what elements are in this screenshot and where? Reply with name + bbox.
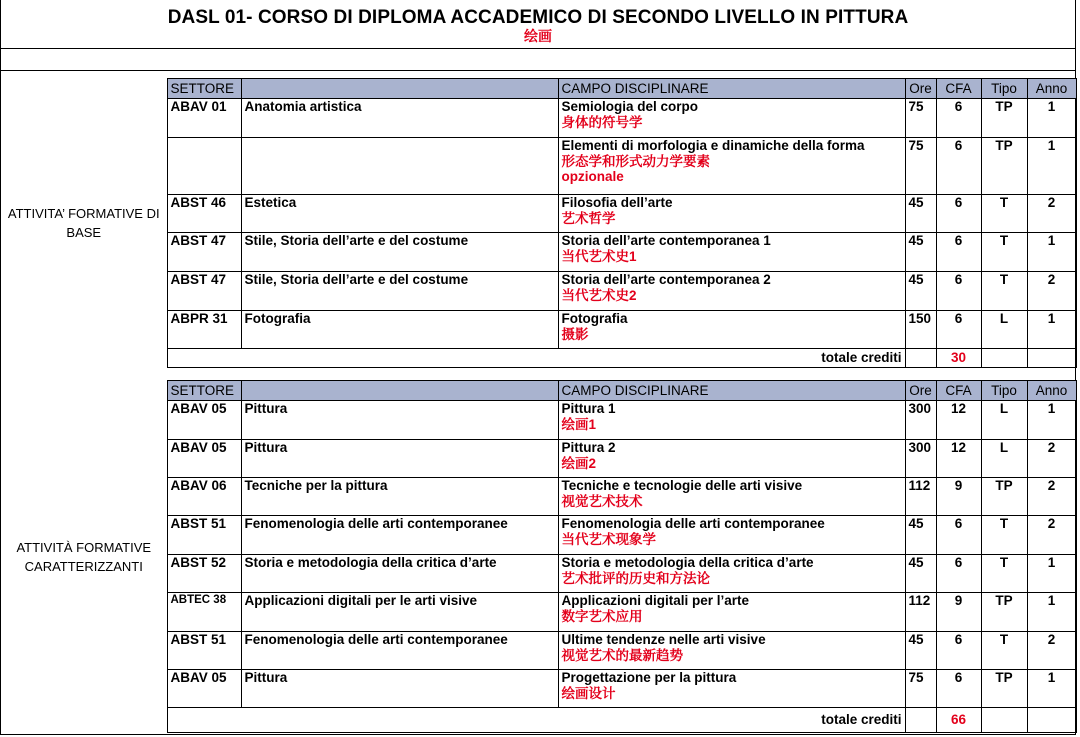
page-title: DASL 01- CORSO DI DIPLOMA ACCADEMICO DI SECONDO LIVELLO IN PITTURA: [167, 7, 909, 28]
tipo-value: TP: [981, 478, 1027, 516]
header-campo: CAMPO DISCIPLINARE: [558, 381, 905, 401]
title-box: [1, 0, 1075, 49]
header-blank: [241, 79, 558, 99]
sector-code: ABST 47: [167, 233, 241, 272]
hours-value: 75: [905, 670, 936, 708]
hours-value: 45: [905, 555, 936, 593]
hours-value: 75: [905, 99, 936, 138]
anno-value: 1: [1027, 138, 1076, 195]
course-name-cn: 身体的符号学: [561, 114, 643, 130]
course-name-cn: 视觉艺术技术: [561, 493, 643, 509]
course-name: Semiologia del corpo: [561, 99, 699, 114]
total-label: totale crediti: [167, 349, 905, 368]
course-cell: [558, 99, 905, 138]
sector-name: [241, 138, 558, 195]
sector-name: Storia e metodologia della critica d’arte: [241, 555, 558, 593]
header-settore: SETTORE: [167, 381, 241, 401]
anno-value: 1: [1027, 233, 1076, 272]
hours-value: 45: [905, 632, 936, 670]
sector-code: ABAV 06: [167, 478, 241, 516]
course-name: Storia dell’arte contemporanea 1: [561, 233, 771, 248]
total-value: 30: [936, 349, 981, 368]
course-cell: [558, 555, 905, 593]
header-anno: Anno: [1027, 381, 1076, 401]
total-blank: [905, 349, 936, 368]
sector-code: ABTEC 38: [167, 593, 241, 632]
cfa-value: 12: [936, 440, 981, 478]
anno-value: 2: [1027, 195, 1076, 233]
total-blank: [981, 708, 1027, 733]
course-cell: [558, 195, 905, 233]
header-campo: CAMPO DISCIPLINARE: [558, 79, 905, 99]
header-ore: Ore: [905, 381, 936, 401]
course-name: Filosofia dell’arte: [561, 195, 673, 210]
sector-name: Applicazioni digitali per le arti visive: [241, 593, 558, 632]
section-caratterizzanti-table: [1, 380, 1077, 733]
sector-name: Stile, Storia dell’arte e del costume: [241, 272, 558, 311]
course-name-cn: 艺术哲学: [561, 210, 616, 226]
course-name-cn: 绘画1: [561, 416, 597, 432]
sector-code: ABPR 31: [167, 311, 241, 349]
cfa-value: 6: [936, 272, 981, 311]
sector-name: Fotografia: [241, 311, 558, 349]
hours-value: 45: [905, 195, 936, 233]
sector-code: ABST 51: [167, 516, 241, 555]
sector-name: Fenomenologia delle arti contemporanee: [241, 516, 558, 555]
sector-code: ABAV 05: [167, 401, 241, 440]
header-tipo: Tipo: [981, 79, 1027, 99]
hours-value: 45: [905, 272, 936, 311]
course-name: Progettazione per la pittura: [561, 670, 737, 685]
course-name-cn: 当代艺术现象学: [561, 531, 656, 547]
anno-value: 1: [1027, 99, 1076, 138]
header-anno: Anno: [1027, 79, 1076, 99]
tipo-value: L: [981, 440, 1027, 478]
course-cell: [558, 138, 905, 195]
header-settore: SETTORE: [167, 79, 241, 99]
course-cell: [558, 440, 905, 478]
tipo-value: TP: [981, 138, 1027, 195]
hours-value: 112: [905, 593, 936, 632]
sector-code: ABST 51: [167, 632, 241, 670]
course-cell: [558, 516, 905, 555]
cfa-value: 6: [936, 138, 981, 195]
hours-value: 45: [905, 516, 936, 555]
total-blank: [905, 708, 936, 733]
course-cell: [558, 478, 905, 516]
course-name: Storia dell’arte contemporanea 2: [561, 272, 771, 287]
course-name: Storia e metodologia della critica d’arte: [561, 555, 814, 570]
course-name: Fotografia: [561, 311, 628, 326]
header-cfa: CFA: [936, 79, 981, 99]
hours-value: 150: [905, 311, 936, 349]
sector-name: Tecniche per la pittura: [241, 478, 558, 516]
course-name: Tecniche e tecnologie delle arti visive: [561, 478, 803, 493]
course-name-cn: 艺术批评的历史和方法论: [561, 570, 710, 586]
tipo-value: T: [981, 195, 1027, 233]
tipo-value: T: [981, 233, 1027, 272]
anno-value: 2: [1027, 440, 1076, 478]
course-name-cn: 数字艺术应用: [561, 608, 643, 624]
course-cell: [558, 632, 905, 670]
tipo-value: T: [981, 516, 1027, 555]
area-label: ATTIVITÀ FORMATIVE CARATTERIZZANTI: [1, 381, 167, 733]
area-label: ATTIVITA’ FORMATIVE DI BASE: [1, 79, 167, 368]
anno-value: 1: [1027, 593, 1076, 632]
sector-code: ABAV 05: [167, 440, 241, 478]
total-blank: [1027, 349, 1076, 368]
total-blank: [981, 349, 1027, 368]
course-cell: [558, 233, 905, 272]
course-name-cn: 形态学和形式动力学要素: [561, 153, 710, 169]
course-name: Ultime tendenze nelle arti visive: [561, 632, 766, 647]
anno-value: 1: [1027, 555, 1076, 593]
hours-value: 300: [905, 440, 936, 478]
sector-name: Pittura: [241, 670, 558, 708]
tipo-value: T: [981, 555, 1027, 593]
anno-value: 1: [1027, 311, 1076, 349]
page-subtitle-cn: 绘画: [524, 28, 552, 44]
total-value: 66: [936, 708, 981, 733]
header-cfa: CFA: [936, 381, 981, 401]
tipo-value: T: [981, 272, 1027, 311]
course-cell: [558, 593, 905, 632]
course-name-cn: 绘画设计: [561, 685, 616, 701]
cfa-value: 6: [936, 555, 981, 593]
sector-code: [167, 138, 241, 195]
hours-value: 112: [905, 478, 936, 516]
total-label: totale crediti: [167, 708, 905, 733]
anno-value: 2: [1027, 632, 1076, 670]
spacer-row: [1, 49, 1075, 71]
course-name-cn: 摄影: [561, 326, 589, 342]
cfa-value: 6: [936, 632, 981, 670]
course-name: Fenomenologia delle arti contemporanee: [561, 516, 825, 531]
anno-value: 2: [1027, 478, 1076, 516]
cfa-value: 6: [936, 311, 981, 349]
cfa-value: 9: [936, 478, 981, 516]
cfa-value: 6: [936, 516, 981, 555]
sector-name: Anatomia artistica: [241, 99, 558, 138]
course-cell: [558, 670, 905, 708]
course-name-cn: 视觉艺术的最新趋势: [561, 647, 683, 663]
cfa-value: 9: [936, 593, 981, 632]
sector-name: Pittura: [241, 440, 558, 478]
sector-code: ABAV 01: [167, 99, 241, 138]
course-name: Pittura 1: [561, 401, 616, 416]
sector-name: Estetica: [241, 195, 558, 233]
cfa-value: 6: [936, 99, 981, 138]
course-name: Pittura 2: [561, 440, 616, 455]
sector-name: Stile, Storia dell’arte e del costume: [241, 233, 558, 272]
course-name-cn: 当代艺术史1: [561, 248, 637, 264]
hours-value: 45: [905, 233, 936, 272]
tipo-value: L: [981, 311, 1027, 349]
tipo-value: TP: [981, 670, 1027, 708]
header-tipo: Tipo: [981, 381, 1027, 401]
hours-value: 75: [905, 138, 936, 195]
table-header: [1, 79, 1076, 99]
anno-value: 2: [1027, 516, 1076, 555]
sector-code: ABST 46: [167, 195, 241, 233]
tipo-value: TP: [981, 99, 1027, 138]
cfa-value: 12: [936, 401, 981, 440]
sector-code: ABAV 05: [167, 670, 241, 708]
course-name-cn: 绘画2: [561, 455, 597, 471]
tipo-value: TP: [981, 593, 1027, 632]
course-name-cn: 当代艺术史2: [561, 287, 637, 303]
sector-code: ABST 47: [167, 272, 241, 311]
cfa-value: 6: [936, 195, 981, 233]
course-cell: [558, 272, 905, 311]
section-base-table: [1, 78, 1077, 368]
table-header: [1, 381, 1076, 401]
header-ore: Ore: [905, 79, 936, 99]
anno-value: 1: [1027, 401, 1076, 440]
tipo-value: L: [981, 401, 1027, 440]
header-blank: [241, 381, 558, 401]
sector-name: Fenomenologia delle arti contemporanee: [241, 632, 558, 670]
hours-value: 300: [905, 401, 936, 440]
tipo-value: T: [981, 632, 1027, 670]
course-note: opzionale: [561, 169, 624, 184]
anno-value: 1: [1027, 670, 1076, 708]
total-blank: [1027, 708, 1076, 733]
sector-code: ABST 52: [167, 555, 241, 593]
anno-value: 2: [1027, 272, 1076, 311]
sector-name: Pittura: [241, 401, 558, 440]
course-name: Applicazioni digitali per l’arte: [561, 593, 750, 608]
cfa-value: 6: [936, 670, 981, 708]
course-cell: [558, 311, 905, 349]
course-cell: [558, 401, 905, 440]
cfa-value: 6: [936, 233, 981, 272]
course-name: Elementi di morfologia e dinamiche della forma: [561, 138, 865, 153]
